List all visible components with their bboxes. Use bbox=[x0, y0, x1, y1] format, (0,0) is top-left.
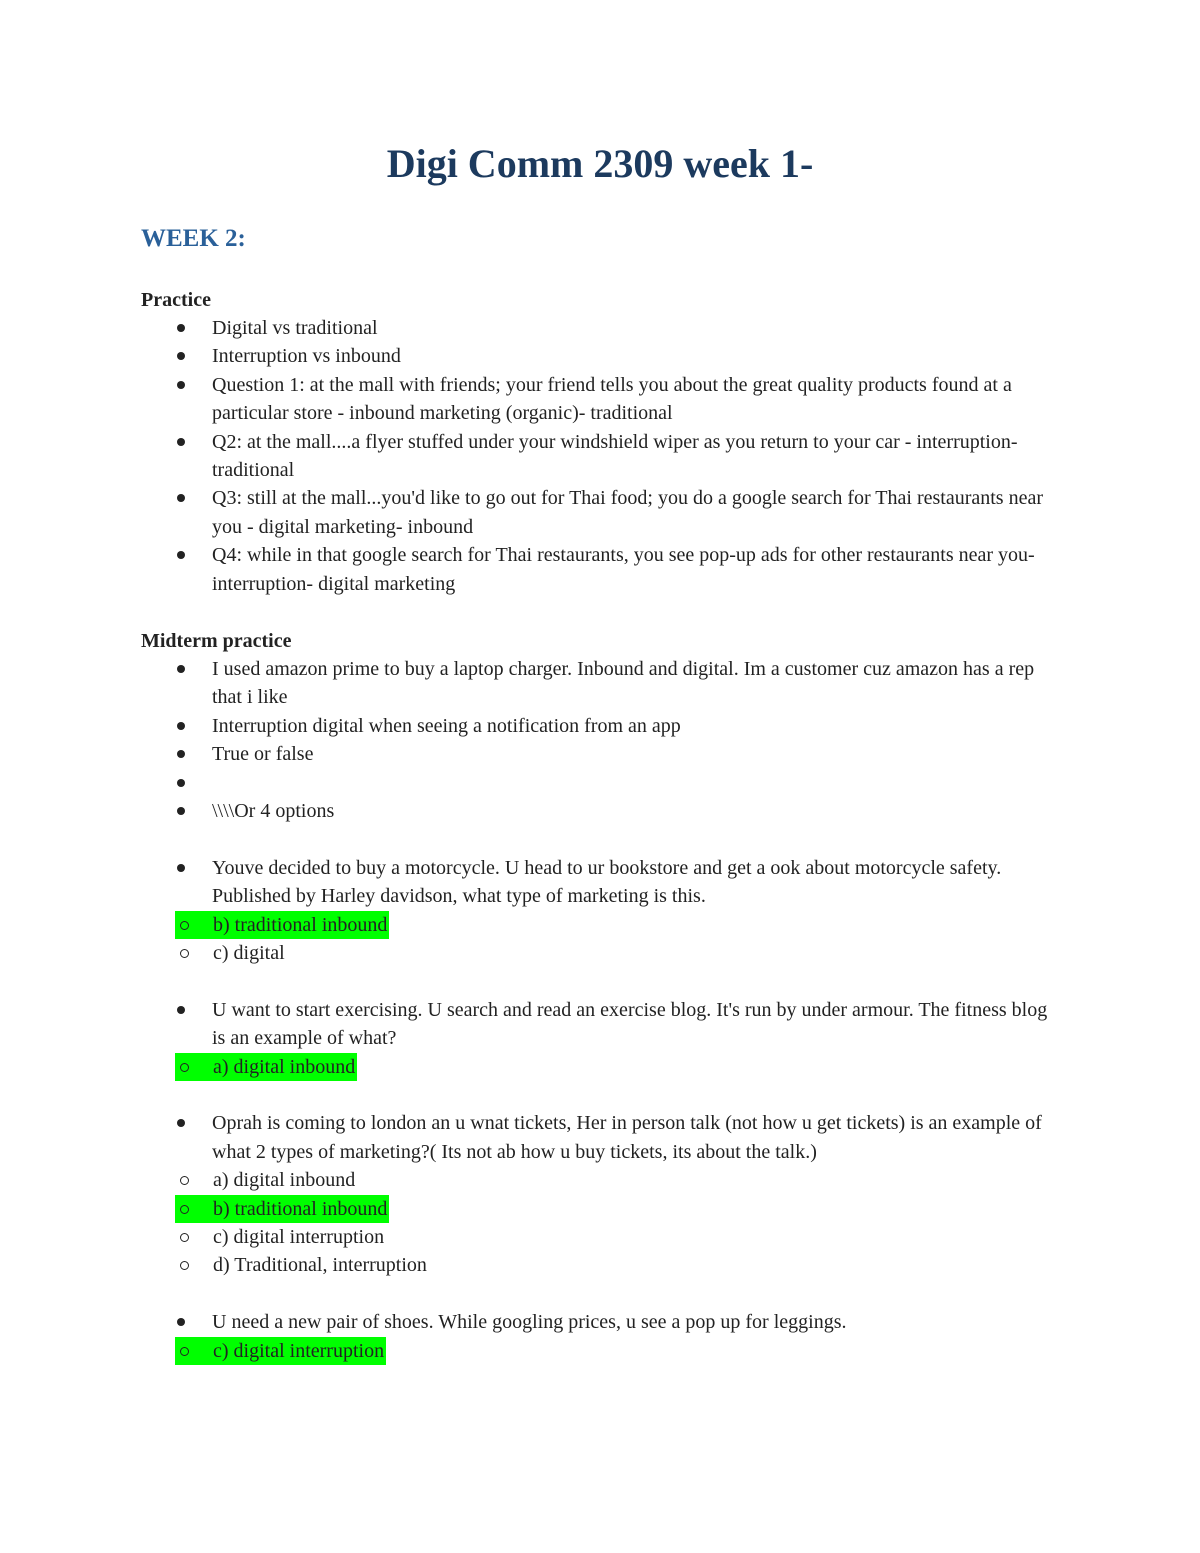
circle-bullet-icon bbox=[180, 1176, 189, 1185]
page-title: Digi Comm 2309 week 1- bbox=[386, 141, 814, 186]
answer-option bbox=[175, 1195, 1061, 1223]
question-item: Youve decided to buy a motorcycle. U head to ur bookstore and get a ook about motorcycle safety. Published by Harley davidson, what type of marketing is this. bbox=[141, 854, 1061, 911]
highlighted-answer: b) traditional inbound bbox=[175, 1195, 389, 1223]
list-item: I used amazon prime to buy a laptop charger. Inbound and digital. Im a customer cuz amazon has a rep that i like bbox=[141, 655, 1061, 712]
bullet-icon bbox=[177, 352, 185, 360]
answer-option bbox=[175, 1337, 1061, 1365]
spacer bbox=[141, 1280, 1061, 1308]
circle-bullet-icon bbox=[180, 1347, 189, 1356]
practice-heading: Practice bbox=[141, 289, 211, 311]
answer-option bbox=[175, 911, 1061, 939]
week-heading: WEEK 2: bbox=[141, 225, 246, 252]
list-item: Q2: at the mall....a flyer stuffed under your windshield wiper as you return to your car - interruption-traditional bbox=[141, 428, 1061, 485]
list-item: \\\\Or 4 options bbox=[141, 797, 1061, 825]
answer-option: d) Traditional, interruption bbox=[175, 1251, 1061, 1279]
answer-option: a) digital inbound bbox=[175, 1166, 1061, 1194]
circle-bullet-icon bbox=[180, 921, 189, 930]
circle-bullet-icon bbox=[180, 1063, 189, 1072]
bullet-icon bbox=[177, 551, 185, 559]
bullet-icon bbox=[177, 807, 185, 815]
answer-option: c) digital bbox=[175, 939, 1061, 967]
spacer bbox=[141, 967, 1061, 995]
answer-option: c) digital interruption bbox=[175, 1223, 1061, 1251]
list-item: Q4: while in that google search for Thai restaurants, you see pop-up ads for other restaurants near you- interruption- digital marketing bbox=[141, 541, 1061, 598]
question-item: U need a new pair of shoes. While googling prices, u see a pop up for leggings. bbox=[141, 1308, 1061, 1336]
list-item: Digital vs traditional bbox=[141, 314, 1061, 342]
list-item bbox=[141, 769, 1061, 797]
question-item: Oprah is coming to london an u wnat tickets, Her in person talk (not how u get tickets) is an example of what 2 types of marketing?( Its not ab how u buy tickets, its about the talk.) bbox=[141, 1109, 1061, 1166]
bullet-icon bbox=[177, 722, 185, 730]
bullet-icon bbox=[177, 438, 185, 446]
spacer bbox=[141, 1081, 1061, 1109]
list-item: Interruption vs inbound bbox=[141, 342, 1061, 370]
bullet-icon bbox=[177, 324, 185, 332]
highlighted-answer: b) traditional inbound bbox=[175, 911, 389, 939]
highlighted-answer: a) digital inbound bbox=[175, 1053, 357, 1081]
midterm-list bbox=[141, 655, 1061, 1365]
answer-option bbox=[175, 1053, 1061, 1081]
question-item: U want to start exercising. U search and read an exercise blog. It's run by under armour. The fitness blog is an example of what? bbox=[141, 996, 1061, 1053]
circle-bullet-icon bbox=[180, 1205, 189, 1214]
bullet-icon bbox=[177, 1318, 185, 1326]
bullet-icon bbox=[177, 779, 185, 787]
bullet-icon bbox=[177, 750, 185, 758]
list-item: Interruption digital when seeing a notification from an app bbox=[141, 712, 1061, 740]
circle-bullet-icon bbox=[180, 1233, 189, 1242]
list-item: Q3: still at the mall...you'd like to go out for Thai food; you do a google search for Thai restaurants near you - digital marketing- inbound bbox=[141, 484, 1061, 541]
practice-list bbox=[141, 314, 1061, 598]
bullet-icon bbox=[177, 494, 185, 502]
bullet-icon bbox=[177, 864, 185, 872]
list-item: True or false bbox=[141, 740, 1061, 768]
highlighted-answer: c) digital interruption bbox=[175, 1337, 386, 1365]
list-item: Question 1: at the mall with friends; your friend tells you about the great quality products found at a particular store - inbound marketing (organic)- traditional bbox=[141, 371, 1061, 428]
bullet-icon bbox=[177, 665, 185, 673]
circle-bullet-icon bbox=[180, 1261, 189, 1270]
spacer bbox=[141, 825, 1061, 853]
bullet-icon bbox=[177, 381, 185, 389]
bullet-icon bbox=[177, 1006, 185, 1014]
circle-bullet-icon bbox=[180, 949, 189, 958]
bullet-icon bbox=[177, 1119, 185, 1127]
midterm-heading: Midterm practice bbox=[141, 630, 292, 652]
